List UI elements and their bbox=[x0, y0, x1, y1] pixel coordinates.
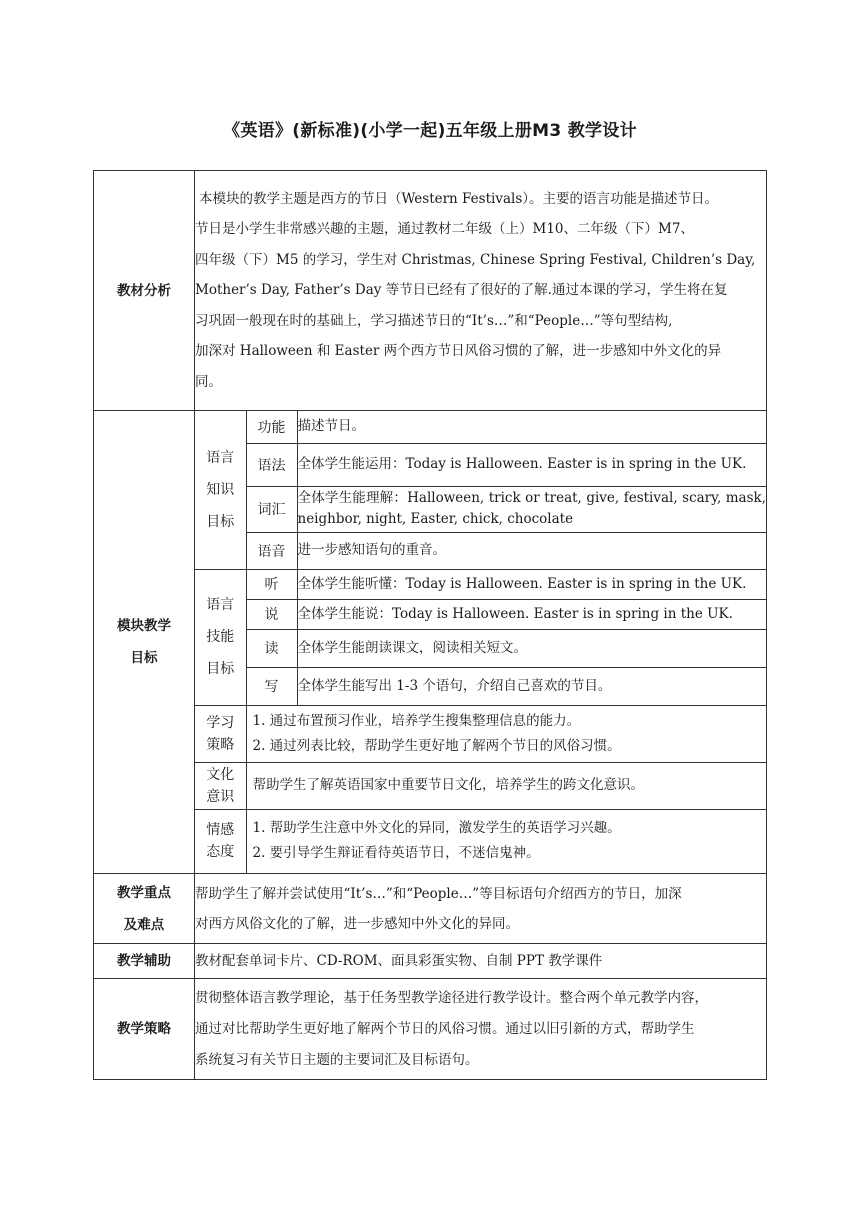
lesson-plan-table bbox=[93, 170, 767, 1080]
sub-label: 词汇 bbox=[246, 486, 297, 532]
analysis-text bbox=[195, 171, 767, 411]
skills-row-listen bbox=[195, 569, 766, 599]
knowledge-row-function bbox=[195, 411, 766, 443]
strategy-item: 2. 通过列表比较，帮助学生更好地了解两个节日的风俗习惯。 bbox=[252, 737, 621, 754]
skills-text: 全体学生能说：Today is Halloween. Easter is in spring in the UK. bbox=[297, 599, 766, 629]
row-goals bbox=[94, 411, 767, 874]
strategy-cat-line: 学习 bbox=[206, 714, 235, 731]
skills-text: 全体学生能写出 1-3 个语句，介绍自己喜欢的节目。 bbox=[297, 667, 766, 705]
key-points-label-line: 及难点 bbox=[123, 916, 165, 933]
row-analysis bbox=[94, 171, 767, 411]
knowledge-cat-line: 目标 bbox=[206, 513, 235, 530]
key-points-label bbox=[94, 874, 195, 944]
method-line: 贯彻整体语言教学理论，基于任务型教学途径进行教学设计。整合两个单元教学内容， bbox=[195, 989, 708, 1006]
method-text bbox=[195, 979, 767, 1080]
vocab-line: neighbor, night, Easter, chick, chocolate bbox=[297, 511, 574, 527]
aids-text: 教材配套单词卡片、CD-ROM、面具彩蛋实物、自制 PPT 教学课件 bbox=[195, 944, 767, 979]
page-title: 《英语》(新标准)(小学一起)五年级上册M3 教学设计 bbox=[223, 121, 637, 141]
analysis-line: 加深对 Halloween 和 Easter 两个西方节日风俗习惯的了解，进一步感知中外文化的异 bbox=[195, 343, 722, 360]
knowledge-row-vocab bbox=[195, 486, 766, 532]
key-points-line: 对西方风俗文化的了解，进一步感知中外文化的异同。 bbox=[195, 915, 519, 932]
vocab-line: 全体学生能理解：Halloween, trick or treat, give, festival, scary, mask, bbox=[297, 490, 766, 506]
attitude-row bbox=[195, 809, 766, 873]
attitude-text bbox=[246, 809, 766, 873]
analysis-line: 四年级（下）M5 的学习，学生对 Christmas, Chinese Spring Festival, Children’s Day, bbox=[195, 251, 756, 268]
sub-label: 语音 bbox=[246, 532, 297, 569]
analysis-line: Mother’s Day, Father’s Day 等节日已经有了很好的了解.通过本课的学习，学生将在复 bbox=[195, 282, 728, 299]
attitude-category bbox=[195, 809, 246, 873]
analysis-label: 教材分析 bbox=[94, 171, 195, 411]
strategy-text bbox=[246, 705, 766, 762]
skills-text: 全体学生能朗读课文，阅读相关短文。 bbox=[297, 629, 766, 667]
skills-cat-line: 技能 bbox=[206, 629, 235, 645]
analysis-line: 节日是小学生非常感兴趣的主题，通过教材二年级（上）M10、二年级（下）M7、 bbox=[195, 221, 694, 238]
sub-label: 听 bbox=[246, 569, 297, 599]
culture-cat-line: 意识 bbox=[206, 788, 235, 805]
analysis-line: 本模块的教学主题是西方的节日（Western Festivals）。主要的语言功能是描述节日。 bbox=[199, 190, 719, 207]
skills-row-write bbox=[195, 667, 766, 705]
sub-label: 功能 bbox=[246, 411, 297, 443]
culture-text: 帮助学生了解英语国家中重要节日文化，培养学生的跨文化意识。 bbox=[246, 762, 766, 809]
aids-label: 教学辅助 bbox=[94, 944, 195, 979]
skills-row-speak bbox=[195, 599, 766, 629]
knowledge-text: 全体学生能运用：Today is Halloween. Easter is in spring in the UK. bbox=[297, 443, 766, 486]
row-method bbox=[94, 979, 767, 1080]
knowledge-cat-line: 语言 bbox=[206, 449, 235, 466]
sub-label: 读 bbox=[246, 629, 297, 667]
method-line: 系统复习有关节日主题的主要词汇及目标语句。 bbox=[195, 1051, 479, 1068]
knowledge-cat-line: 知识 bbox=[206, 481, 235, 498]
analysis-line: 同。 bbox=[195, 373, 222, 390]
key-points-line: 帮助学生了解并尝试使用“It’s…”和“People…”等目标语句介绍西方的节日，加深 bbox=[195, 885, 682, 902]
skills-cat-line: 语言 bbox=[206, 597, 235, 613]
strategy-cat-line: 策略 bbox=[206, 736, 235, 753]
sub-label: 说 bbox=[246, 599, 297, 629]
strategy-category bbox=[195, 705, 246, 762]
attitude-item: 2. 要引导学生辩证看待英语节日，不迷信鬼神。 bbox=[252, 845, 540, 862]
method-line: 通过对比帮助学生更好地了解两个节日的风俗习惯。通过以旧引新的方式，帮助学生 bbox=[195, 1020, 695, 1037]
culture-category bbox=[195, 762, 246, 809]
sub-label: 写 bbox=[246, 667, 297, 705]
goals-label bbox=[94, 411, 195, 874]
culture-row bbox=[195, 762, 766, 809]
skills-text: 全体学生能听懂：Today is Halloween. Easter is in spring in the UK. bbox=[297, 569, 766, 599]
row-aids bbox=[94, 944, 767, 979]
knowledge-row-phonetic bbox=[195, 532, 766, 569]
analysis-line: 习巩固一般现在时的基础上，学习描述节日的“It’s…”和“People…”等句型结构, bbox=[195, 312, 673, 329]
goals-label-line: 目标 bbox=[130, 650, 158, 666]
knowledge-text: 描述节日。 bbox=[297, 411, 766, 443]
goals-detail bbox=[195, 411, 767, 874]
goals-inner-table bbox=[195, 411, 766, 873]
strategy-item: 1. 通过布置预习作业，培养学生搜集整理信息的能力。 bbox=[252, 712, 581, 729]
knowledge-category bbox=[195, 411, 246, 569]
attitude-cat-line: 情感 bbox=[206, 822, 235, 839]
skills-cat-line: 目标 bbox=[206, 661, 235, 677]
strategy-row bbox=[195, 705, 766, 762]
knowledge-text: 进一步感知语句的重音。 bbox=[297, 532, 766, 569]
method-label: 教学策略 bbox=[94, 979, 195, 1080]
knowledge-row-grammar bbox=[195, 443, 766, 486]
skills-category bbox=[195, 569, 246, 705]
attitude-item: 1. 帮助学生注意中外文化的异同，激发学生的英语学习兴趣。 bbox=[252, 820, 621, 837]
knowledge-text bbox=[297, 486, 766, 532]
key-points-text bbox=[195, 874, 767, 944]
attitude-cat-line: 态度 bbox=[206, 844, 235, 861]
sub-label: 语法 bbox=[246, 443, 297, 486]
culture-cat-line: 文化 bbox=[206, 766, 235, 783]
skills-row-read bbox=[195, 629, 766, 667]
row-key-points bbox=[94, 874, 767, 944]
key-points-label-line: 教学重点 bbox=[117, 884, 171, 901]
goals-label-line: 模块教学 bbox=[117, 618, 171, 634]
